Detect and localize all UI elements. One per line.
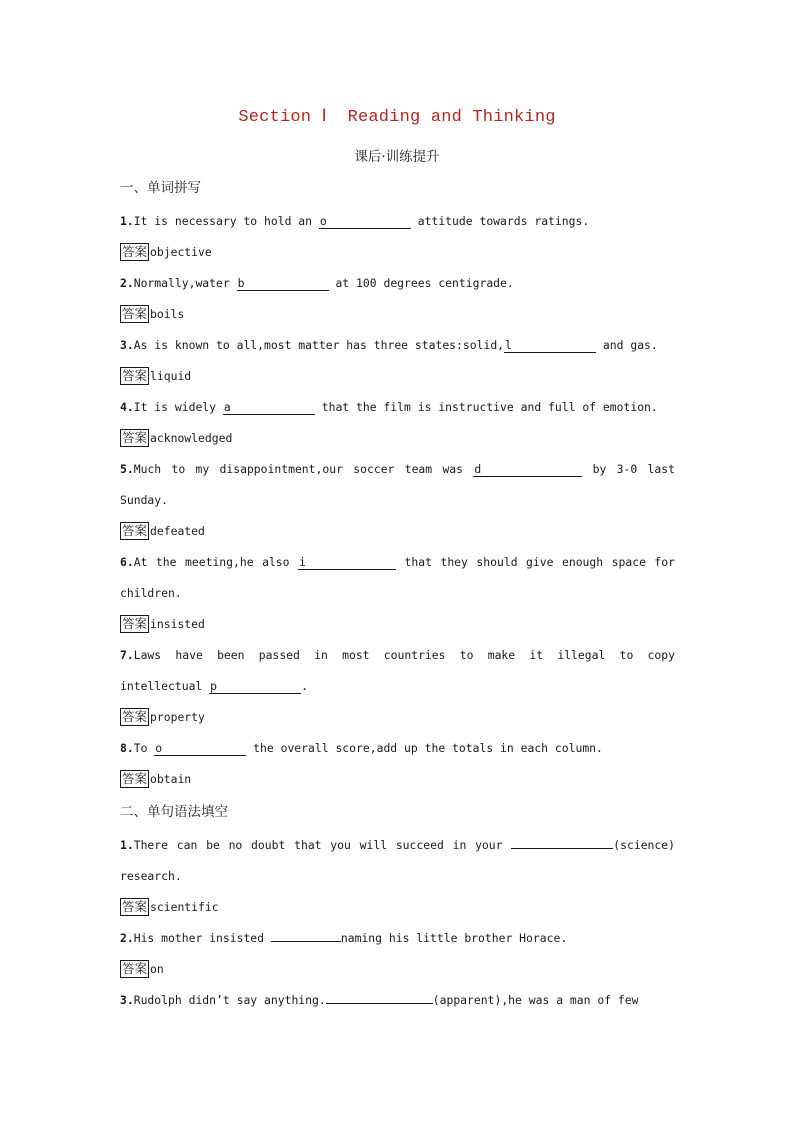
question-text: There can be no doubt that you will succeed in your — [133, 838, 512, 852]
answer-text: liquid — [150, 369, 192, 383]
answer-label: 答案 — [122, 771, 148, 786]
answer-blank — [511, 848, 613, 849]
question-text: (apparent),he was a man of few — [432, 993, 639, 1007]
answer-blank: d — [473, 463, 582, 477]
question-number: 5. — [120, 462, 134, 476]
question-number: 2. — [120, 931, 134, 945]
answer-blank: o — [319, 215, 411, 229]
question-text: It is widely — [133, 400, 223, 414]
answer-label: 答案 — [122, 306, 148, 321]
question-text: Normally,water — [133, 276, 237, 290]
answer-text: on — [150, 962, 164, 976]
question-text: that the film is instructive and full of emotion. — [314, 400, 658, 414]
answer-text: insisted — [150, 617, 205, 631]
answer-blank: p — [209, 680, 301, 694]
question-item — [120, 547, 675, 609]
answer-text: property — [150, 710, 205, 724]
question-text: and gas. — [596, 338, 658, 352]
question-text: naming his little brother Horace. — [340, 931, 568, 945]
question-item — [120, 733, 675, 764]
question-text: As is known to all,most matter has three states:solid, — [133, 338, 505, 352]
question-item — [120, 392, 675, 423]
question-number: 3. — [120, 338, 134, 352]
answer-label: 答案 — [122, 368, 148, 383]
question-number: 7. — [120, 648, 134, 662]
answer-label: 答案 — [122, 616, 148, 631]
answer-text: acknowledged — [150, 431, 233, 445]
answer-text: obtain — [150, 772, 192, 786]
answer-label: 答案 — [122, 523, 148, 538]
section-spelling — [120, 206, 675, 795]
answer-blank: o — [154, 742, 246, 756]
question-item — [120, 454, 675, 516]
answer-label: 答案 — [122, 961, 148, 976]
answer-label: 答案 — [122, 899, 148, 914]
question-text: His mother insisted — [133, 931, 271, 945]
question-text: . — [301, 679, 309, 693]
question-number: 4. — [120, 400, 134, 414]
answer-line — [120, 516, 675, 547]
answer-blank: l — [504, 339, 596, 353]
answer-line — [120, 764, 675, 795]
answer-label: 答案 — [122, 244, 148, 259]
question-number: 3. — [120, 993, 134, 1007]
page-title: Section Ⅰ Reading and Thinking — [238, 108, 556, 127]
section-heading-spelling: 一、单词拼写 — [120, 180, 201, 196]
answer-text: defeated — [150, 524, 205, 538]
question-text: Much to my disappointment,our soccer team was — [133, 462, 474, 476]
question-number: 1. — [120, 838, 134, 852]
question-text: Laws have been passed in most countries to make it illegal to copy intellectual — [120, 648, 675, 693]
section-heading-grammar: 二、单句语法填空 — [120, 804, 228, 820]
question-item — [120, 923, 675, 954]
answer-line — [120, 361, 675, 392]
question-item — [120, 640, 675, 702]
answer-blank — [271, 941, 341, 942]
answer-blank: b — [237, 277, 329, 291]
answer-line — [120, 299, 675, 330]
answer-blank: a — [223, 401, 315, 415]
answer-label: 答案 — [122, 430, 148, 445]
answer-text: scientific — [150, 900, 219, 914]
question-text: It is necessary to hold an — [133, 214, 319, 228]
answer-text: boils — [150, 307, 185, 321]
answer-line — [120, 609, 675, 640]
question-number: 8. — [120, 741, 134, 755]
question-item — [120, 206, 675, 237]
answer-line — [120, 954, 675, 985]
answer-line — [120, 892, 675, 923]
question-item — [120, 330, 675, 361]
answer-blank: i — [298, 556, 396, 570]
question-text: attitude towards ratings. — [410, 214, 590, 228]
question-number: 2. — [120, 276, 134, 290]
question-text: by 3-0 last Sunday. — [120, 462, 675, 507]
question-item — [120, 985, 675, 1016]
question-text: At the meeting,he also — [133, 555, 299, 569]
answer-blank — [326, 1003, 433, 1004]
answer-line — [120, 423, 675, 454]
section-grammar — [120, 830, 675, 1016]
question-item — [120, 830, 675, 892]
page-subtitle: 课后·训练提升 — [354, 149, 440, 165]
answer-label: 答案 — [122, 709, 148, 724]
question-text: To — [133, 741, 155, 755]
question-text: that they should give enough space for children. — [120, 555, 675, 600]
answer-line — [120, 237, 675, 268]
question-text: the overall score,add up the totals in each column. — [246, 741, 603, 755]
answer-text: objective — [150, 245, 212, 259]
question-number: 1. — [120, 214, 134, 228]
question-number: 6. — [120, 555, 134, 569]
answer-line — [120, 702, 675, 733]
question-text: (science) research. — [120, 838, 675, 883]
question-text: Rudolph didn’t say anything. — [133, 993, 326, 1007]
question-item — [120, 268, 675, 299]
question-text: at 100 degrees centigrade. — [328, 276, 514, 290]
